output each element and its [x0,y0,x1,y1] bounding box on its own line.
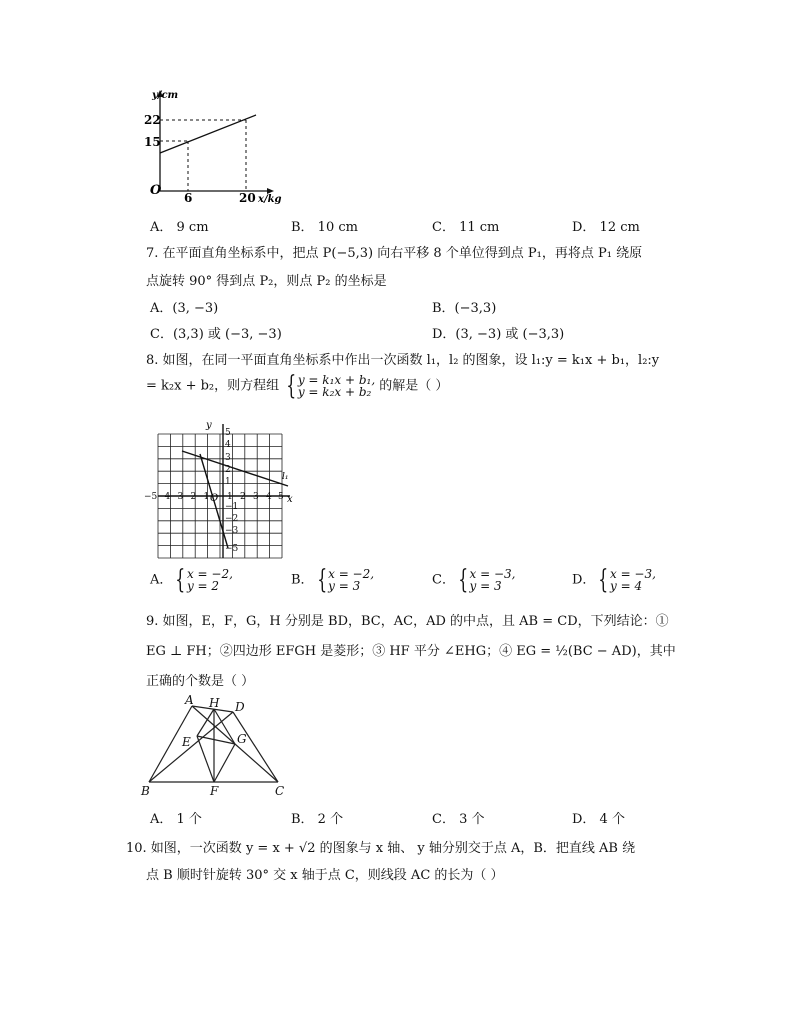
q8-option-a-brace: { [175,565,186,595]
q8-option-a-letter: A． [150,572,173,588]
q6-option-b[interactable]: B． 10 cm [291,220,358,235]
q9-stem-line2: EG ⊥ FH；②四边形 EFGH 是菱形；③ HF 平分 ∠EHG；④ EG = ½(BC − AD)，其中 [146,644,676,659]
q9-label-e: E [182,735,191,749]
q6-origin: O [150,183,162,198]
q6-graph [140,86,290,206]
q8-option-d-letter: D． [572,572,596,588]
q8-y-tick: 2 [225,465,231,475]
q8-y-tick: 3 [225,453,231,463]
q9-label-g: G [237,732,247,746]
q8-origin: O [210,493,219,504]
q8-y-tick: −3 [225,526,239,536]
q8-y-tick: −1 [225,502,239,512]
q7-stem-line2: 点旋转 90° 得到点 P₂，则点 P₂ 的坐标是 [146,274,387,289]
q9-label-b: B [141,784,150,798]
q8-x-tick: 2 [240,492,246,502]
q8-x-tick: 5 [278,492,284,502]
q8-stem-line1: 8. 如图，在同一平面直角坐标系中作出一次函数 l₁，l₂ 的图象，设 l₁:y = k₁x + b₁，l₂:y [146,353,660,368]
q9-option-d[interactable]: D． 4 个 [572,812,625,827]
q8-x-tick: −4 [157,492,171,502]
q8-x-tick: 1 [227,492,233,502]
q8-x-tick: −3 [170,492,184,502]
q8-system-eq2: y = k₂x + b₂ [297,385,372,399]
q6-x-tick-20: 20 [239,191,256,205]
q8-option-b-letter: B． [291,572,314,588]
q8-option-c-y: y = 3 [469,579,502,593]
q6-x-tick-6: 6 [184,191,193,205]
q8-option-d-x: x = −3, [609,567,656,581]
q9-label-f: F [210,784,219,798]
q8-option-a-y: y = 2 [186,579,220,593]
q8-y-tick: 1 [225,477,231,487]
q7-option-d[interactable]: D．(3, −3) 或 (−3,3) [432,327,565,342]
q8-stem-line2-post: 的解是（ ） [379,378,449,394]
q9-label-c: C [275,784,285,798]
q8-option-d-y: y = 4 [609,579,643,593]
q8-stem-line2-pre: = k₂x + b₂，则方程组 [146,378,280,394]
q9-option-c[interactable]: C． 3 个 [432,812,485,827]
q8-y-tick: 4 [225,440,231,450]
q6-y-tick-15: 15 [144,135,161,149]
q6-line [160,115,256,153]
q8-y-tick: −2 [225,514,239,524]
q8-l1-label: l₁ [282,472,289,482]
q8-option-b-x: x = −2, [328,567,375,581]
q8-graph [140,416,300,561]
q8-option-b[interactable] [291,565,375,595]
q8-option-d-brace: { [598,565,609,595]
q8-option-c-brace: { [458,565,469,595]
q8-option-d[interactable] [572,565,656,595]
q8-option-c[interactable] [432,565,516,595]
q8-option-b-y: y = 3 [328,579,361,593]
q8-system-brace: { [286,371,297,401]
q8-x-tick: −2 [183,492,197,502]
q9-stem-line3: 正确的个数是（ ） [146,674,255,689]
q7-option-c[interactable]: C．(3,3) 或 (−3, −3) [150,327,282,342]
q7-stem-line1: 7. 在平面直角坐标系中，把点 P(−5,3) 向右平移 8 个单位得到点 P₁，再将点 P₁ 绕原 [146,246,643,261]
q9-option-b[interactable]: B． 2 个 [291,812,344,827]
q8-system [298,374,375,398]
q9-label-a: A [185,693,194,707]
q6-option-c[interactable]: C． 11 cm [432,220,500,235]
q6-y-tick-22: 22 [144,113,161,127]
q8-system-eq1: y = k₁x + b₁, [297,373,376,387]
q6-option-d[interactable]: D． 12 cm [572,220,640,235]
q6-y-label: y/cm [152,90,179,101]
q8-option-c-letter: C． [432,572,455,588]
q9-label-d: D [235,700,245,714]
q7-option-a[interactable]: A．(3, −3) [150,301,219,316]
q8-option-b-brace: { [316,565,327,595]
q8-y-tick: 5 [225,428,231,438]
q9-label-h: H [209,696,220,710]
q6-option-a[interactable]: A． 9 cm [150,220,209,235]
q8-stem-line2 [146,371,449,401]
q8-x-tick: 4 [266,492,272,502]
q8-y-tick: −5 [225,544,239,554]
q6-x-label: x/kg [258,194,282,205]
q8-x-tick: −1 [196,492,210,502]
q8-line-l1 [182,451,288,486]
q8-option-a[interactable] [150,565,233,595]
q7-option-b[interactable]: B．(−3,3) [432,301,497,316]
q8-x-tick: −5 [144,492,158,502]
q9-stem-line1: 9. 如图，E，F，G，H 分别是 BD，BC，AC，AD 的中点，且 AB = CD，下列结论：① [146,614,669,629]
q8-y-label: y [206,420,212,431]
q9-option-a[interactable]: A． 1 个 [150,812,202,827]
q8-option-c-x: x = −3, [469,567,516,581]
q8-x-tick: 3 [253,492,259,502]
q8-option-a-x: x = −2, [186,567,233,581]
q8-x-label: x [287,494,293,505]
q9-figure [138,692,298,800]
q10-stem-line1: 10. 如图，一次函数 y = x + √2 的图象与 x 轴、 y 轴分别交于点 A，B．把直线 AB 绕 [126,841,636,856]
q10-stem-line2: 点 B 顺时针旋转 30° 交 x 轴于点 C，则线段 AC 的长为（ ） [146,868,504,883]
